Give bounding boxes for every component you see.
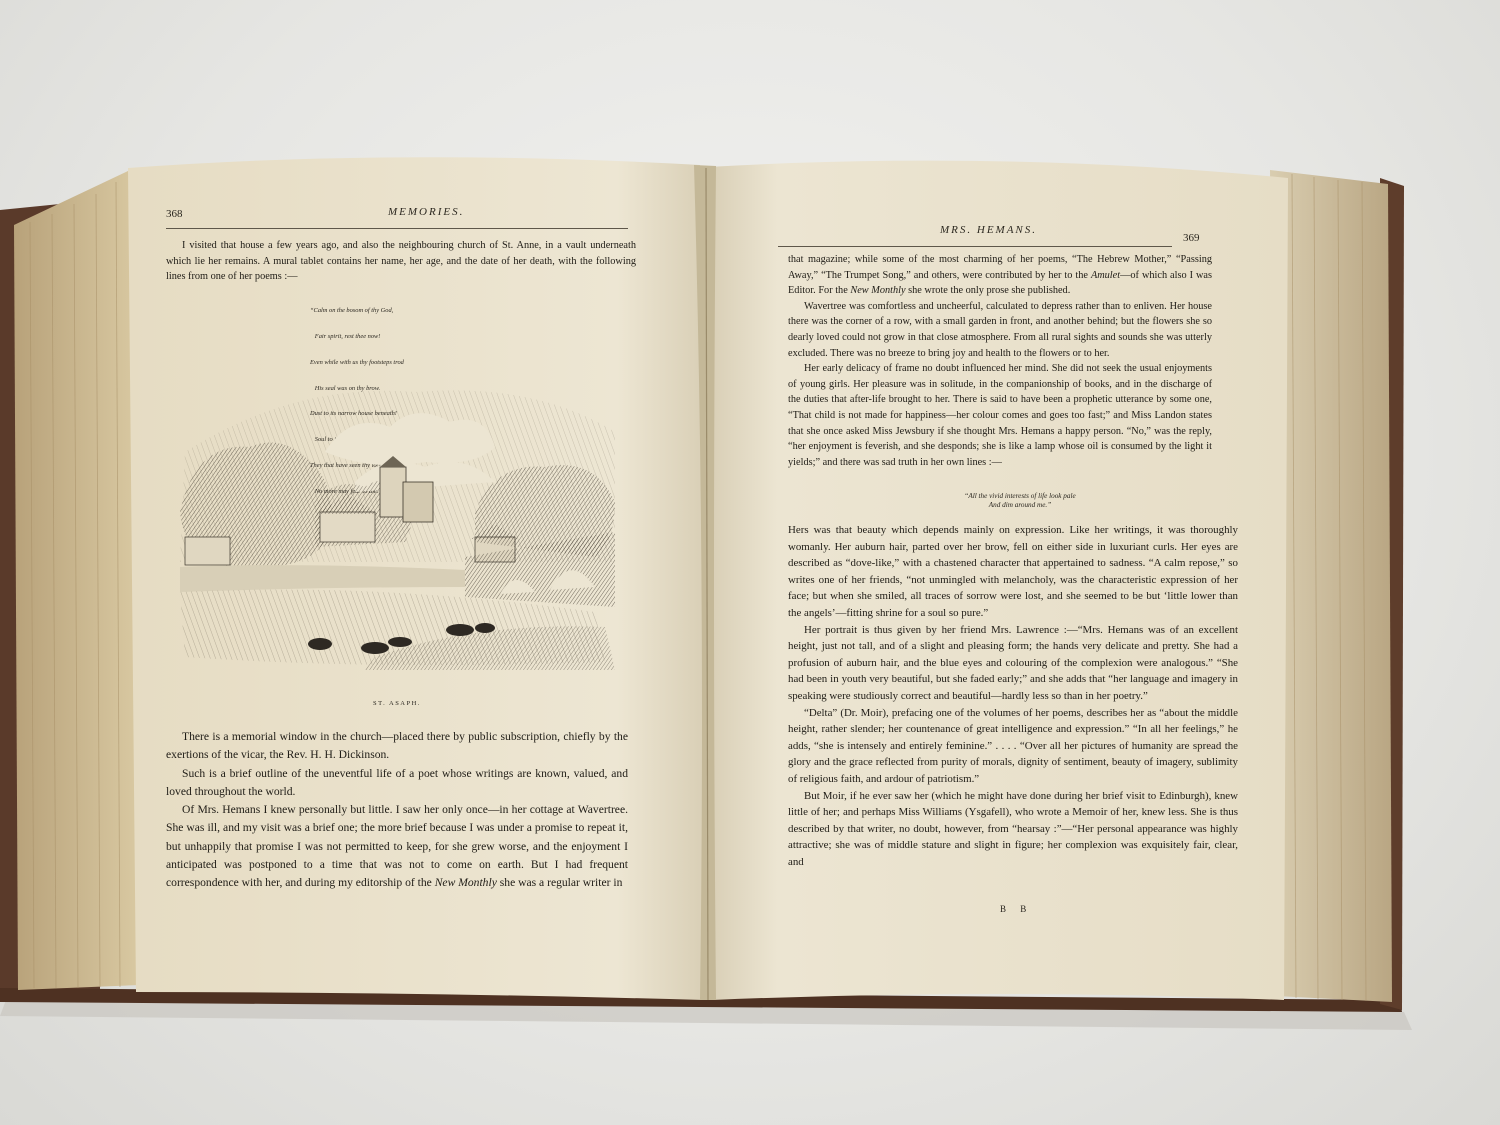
poem-line: Fair spirit, rest thee now! bbox=[310, 332, 381, 340]
left-lower-text bbox=[166, 728, 628, 893]
paragraph: Her portrait is thus given by her friend Mrs. Lawrence :—“Mrs. Hemans was of an excellent height, just not tall, and of a slight and pleasing form; the hands very delicate and pretty. She had a profusion of auburn hair, and the blue eyes and colouring of the complexion were analogous.” “She had been in youth very beautiful, but she faded early;” and she adds that “her language and imagery in speaking were studiously correct and beautiful—hardly less so than in her poetry.” bbox=[788, 623, 1238, 702]
paragraph bbox=[166, 801, 628, 892]
right-upper-text bbox=[788, 252, 1212, 470]
verse-quote bbox=[890, 492, 1150, 510]
paragraph: Hers was that beauty which depends mainly on expression. Like her writings, it was thoroughly womanly. Her auburn hair, parted over her brow, fell on either side in luxuriant curls. Her eyes are described as “dove-like,” with a chastened character that appertained to sadness. “A calm repose,” so writes one of her friends, “not unmingled with melancholy, was the characteristic expression of her face; but when she smiled, all traces of sorrow were lost, and she seemed to be but ‘little lower than the angels’—fitting shrine for a soul so pure.” bbox=[788, 524, 1238, 619]
text-run: that magazine; while some of the most charming of her poems, “The Hebrew Mother,” “Passing Away,” “The Trumpet Song,” and others, were contributed by her to the bbox=[788, 254, 1212, 281]
quote-line: And dim around me.” bbox=[988, 501, 1052, 509]
engraving-caption: ST. ASAPH. bbox=[373, 700, 421, 707]
paragraph: But Moir, if he ever saw her (which he might have done during her brief visit to Edinburgh), knew little of her; and perhaps Miss Williams (Ysgafell), who wrote a Memoir of her, knew less. She is thus described by that writer, no doubt, however, from “hearsay :”—“Her personal appearance was highly attractive; she was of middle stature and slight in figure; her complexion was exquisitely fair, clear, and bbox=[788, 789, 1238, 868]
poem-line: His seal was on thy brow. bbox=[310, 384, 381, 392]
st-asaph-engraving bbox=[175, 372, 620, 672]
paragraph: Her early delicacy of frame no doubt influenced her mind. She did not seek the usual enjoyments of young girls. Her pleasure was in solitude, in the companionship of books, and in the discharge of the duties that after-life brought to her. There is said to have been a prophetic utterance by some one, “That child is not made for happiness—her colour comes and goes too fast;” and Miss Landon states that she once asked Miss Jewsbury if she thought Mrs. Hemans a happy person. “No,” was the reply, “her enjoyment is feverish, and she desponds; she is like a lamp whose oil is consumed by the light it yields;” and there was sad truth in her own lines :— bbox=[788, 363, 1212, 468]
text-run: —of which also I was Editor. For the bbox=[788, 269, 1212, 297]
paragraph: There is a memorial window in the church—placed there by public subscription, chiefly by the exertions of the vicar, the Rev. H. H. Dickinson. bbox=[166, 730, 628, 762]
text-run: she was a regular writer in bbox=[496, 876, 623, 890]
quote-line: “All the vivid interests of life look pale bbox=[964, 492, 1076, 500]
paragraph: I visited that house a few years ago, and also the neighbouring church of St. Anne, in a vault underneath which lie her remains. A mural tablet contains her name, her age, and the date of her death, with the following lines from one of her poems :— bbox=[166, 240, 636, 283]
right-folio: 369 bbox=[1183, 232, 1200, 244]
text-run: she wrote the only prose she published. bbox=[905, 285, 1071, 297]
poem-line: “Calm on the bosom of thy God, bbox=[310, 307, 394, 315]
text-run: Of Mrs. Hemans I knew personally but little. I saw her only once—in her cottage at Wavertree. She was ill, and my visit was a brief one; the more brief because I was under a promise to repeat it, but unhappily that promise I was not permitted to keep, for she grew worse, and the enjoyment I anticipated was postponed to a time that was not to come on earth. But I had frequent correspondence with her, and during my editorship of the bbox=[166, 803, 628, 890]
italic-title: New Monthly bbox=[850, 285, 906, 297]
italic-title: Amulet bbox=[1090, 269, 1121, 281]
left-opening-paragraph bbox=[166, 238, 636, 285]
left-header-rule bbox=[166, 228, 628, 229]
paragraph: Such is a brief outline of the uneventful life of a poet whose writings are known, valued, and loved throughout the world. bbox=[166, 766, 628, 798]
left-running-head: MEMORIES. bbox=[388, 206, 465, 218]
paragraph bbox=[788, 252, 1212, 299]
left-folio: 368 bbox=[166, 208, 183, 220]
right-running-head: MRS. HEMANS. bbox=[940, 224, 1038, 236]
right-page-edges bbox=[1270, 170, 1392, 1002]
signature-mark: B B bbox=[1000, 904, 1033, 914]
right-header-rule bbox=[778, 246, 1172, 247]
poem-line: Even while with us thy footsteps trod bbox=[310, 358, 404, 366]
right-lower-text bbox=[788, 522, 1238, 870]
paragraph: “Delta” (Dr. Moir), prefacing one of the volumes of her poems, describes her as “about the middle height, rather slender; her countenance of great intelligence and expression.” “In all her feelings,” he adds, “she is intensely and entirely feminine.” . . . . “Over all her pictures of humanity are spread the glory and the grace reflected from purity of morals, dignity of sentiment, beauty of imagery, sublimity of religious faith, and ardour of patriotism.” bbox=[788, 706, 1238, 785]
paragraph: Wavertree was comfortless and uncheerful, calculated to depress rather than to enliven. Her house there was the corner of a row, with a small garden in front, and another behind; but the flowers she so dearly loved could not grow in that close atmosphere. From all rural sights and sounds she was utterly excluded. There was no breeze to bring joy and health to the flowers or to her. bbox=[788, 300, 1212, 359]
italic-title: New Monthly bbox=[434, 876, 497, 890]
